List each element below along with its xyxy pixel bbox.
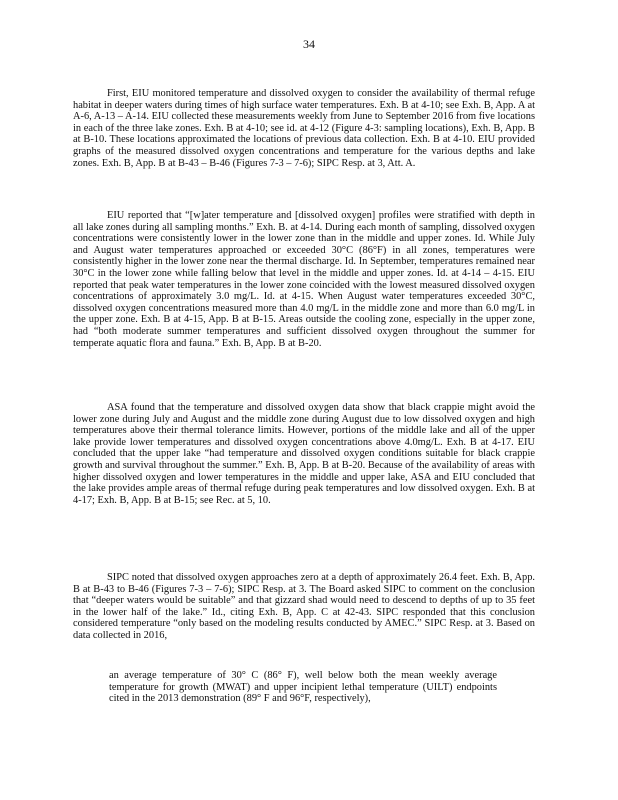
paragraph-asa-findings: ASA found that the temperature and dissolved oxygen data show that black crappie might avoid the lower zone during July and August and the middle zone during August due to low dissolved oxygen and high temperatures above their thermal tolerance limits. However, portions of the middle lake and all of the upper lake provide lower temperatures and dissolved oxygen concentrations above 4.0mg/L. Exh. B at 4-17. EIU concluded that the upper lake “had temperature and dissolved oxygen conditions suitable for black crappie growth and survival throughout the summer.” Exh. B, App. B at B-20. Because of the availability of areas with higher dissolved oxygen and lower temperatures in the middle and upper lake, ASA and EIU concluded that the lake provides ample areas of thermal refuge during peak temperatures and low dissolved oxygen. Exh. B at 4-17; Exh. B, App. B at B-15; see Rec. at 5, 10. <box>73 402 535 506</box>
page-number: 34 <box>303 37 315 51</box>
block-quote: an average temperature of 30° C (86° F), well below both the mean weekly average temperature for growth (MWAT) and upper incipient lethal temperature (UILT) endpoints cited in the 2013 demonstration (89° F and 96°F, respectively), <box>109 670 497 705</box>
paragraph-thermal-refuge-monitoring: First, EIU monitored temperature and dissolved oxygen to consider the availability of thermal refuge habitat in deeper waters during times of high surface water temperatures. Exh. B at 4-10; see Exh. B, App. A at A-6, A-13 – A-14. EIU collected these measurements weekly from June to September 2016 from five locations in each of the three lake zones. Exh. B at 4-10; see id. at 4-12 (Figure 4-3: sampling locations), Exh. B, App. B at B-10. These locations approximated the locations of previous data collection. Exh. B at 4-10. EIU provided graphs of the measured dissolved oxygen concentrations and temperature for the various depths and lake zones. Exh. B, App. B at B-43 – B-46 (Figures 7-3 – 7-6); SIPC Resp. at 3, Att. A. <box>73 88 535 169</box>
paragraph-stratification-results: EIU reported that “[w]ater temperature and [dissolved oxygen] profiles were stratified with depth in all lake zones during all sampling months.” Exh. B. at 4-14. During each month of sampling, dissolved oxygen concentrations were consistently lower in the lower zone than in the middle and upper zones. Id. While July and August water temperatures approached or exceeded 30°C (86°F) in all zones, temperatures were consistently higher in the lower zone near the thermal discharge. Id. In September, temperatures remained near 30°C in the lower zone while falling below that level in the middle and upper zones. Id. at 4-14 – 4-15. EIU reported that peak water temperatures in the lower zone coincided with the lowest measured dissolved oxygen concentrations of approximately 3.0 mg/L. Id. at 4-15. When August water temperatures exceeded 30°C, dissolved oxygen concentrations measured more than 4.0 mg/L in the middle zone and more than 6.0 mg/L in the upper zone. Exh. B at 4-15, App. B at B-15. Areas outside the cooling zone, especially in the upper zone, had “both moderate summer temperatures and sufficient dissolved oxygen throughout the summer for temperate aquatic flora and fauna.” Exh. B, App. B at B-20. <box>73 210 535 349</box>
paragraph-sipc-comments: SIPC noted that dissolved oxygen approaches zero at a depth of approximately 26.4 feet. Exh. B, App. B at B-43 to B-46 (Figures 7-3 – 7-6); SIPC Resp. at 3. The Board asked SIPC to comment on the conclusion that “deeper waters would be suitable” and that gizzard shad would need to descend to depths of up to 35 feet in the lower half of the lake.” Id., citing Exh. B, App. C at 42-43. SIPC responded that this conclusion considered temperature “only based on the modeling results conducted by AMEC.” SIPC Resp. at 3. Based on data collected in 2016, <box>73 572 535 641</box>
